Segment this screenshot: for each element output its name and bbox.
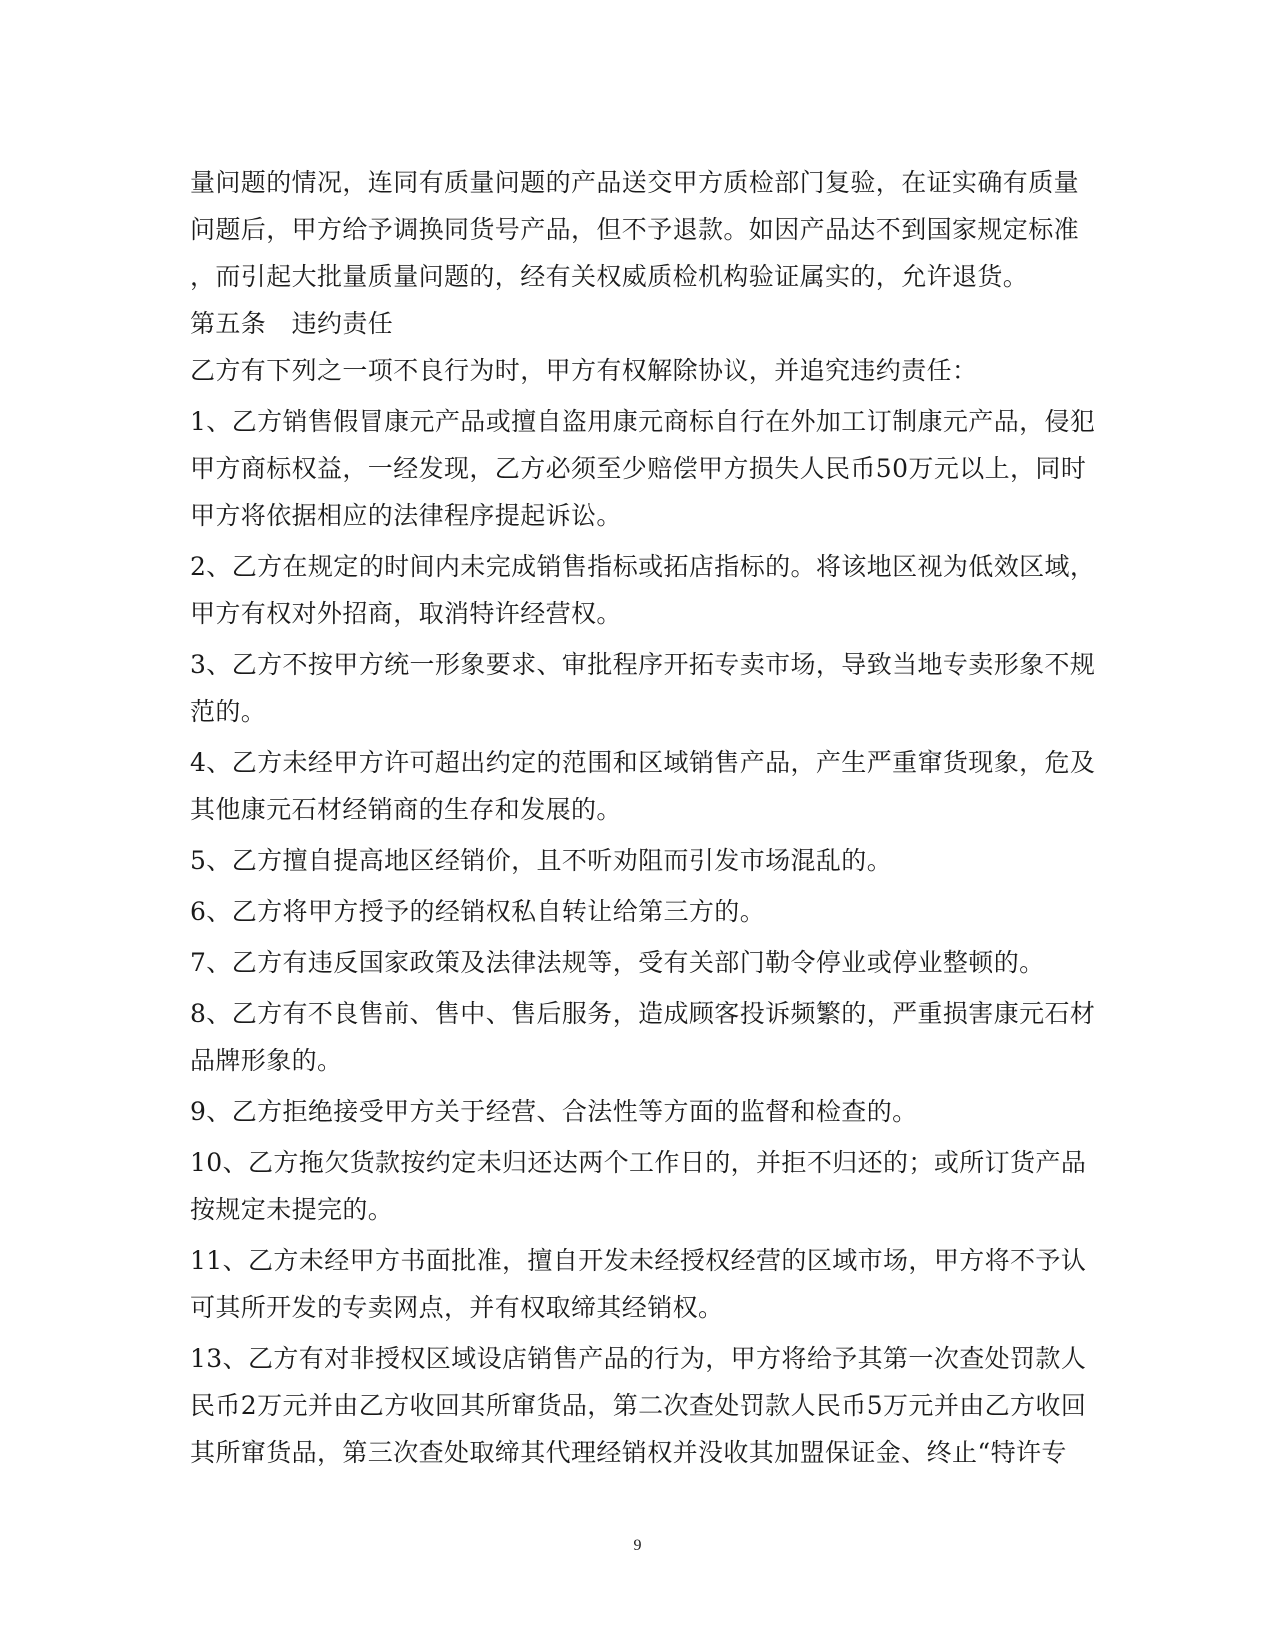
text-line: 问题后，甲方给予调换同货号产品，但不予退款。如因产品达不到国家规定标准 (190, 215, 1080, 244)
text-line: ，而引起大批量质量问题的，经有关权威质检机构验证属实的，允许退货。 (190, 262, 1029, 291)
text-line: 乙方有下列之一项不良行为时，甲方有权解除协议，并追究违约责任： (190, 356, 978, 385)
text-line: 甲方将依据相应的法律程序提起诉讼。 (190, 501, 622, 530)
text-line: 8、乙方有不良售前、售中、售后服务，造成顾客投诉频繁的，严重损害康元石材 (190, 999, 1096, 1028)
document-body (190, 159, 1096, 1476)
text-line: 11、乙方未经甲方书面批准，擅自开发未经授权经营的区域市场，甲方将不予认 (190, 1246, 1087, 1275)
text-line: 6、乙方将甲方授予的经销权私自转让给第三方的。 (190, 897, 766, 926)
section-heading: 第五条 违约责任 (190, 309, 394, 338)
text-line: 5、乙方擅自提高地区经销价，且不听劝阻而引发市场混乱的。 (190, 846, 893, 875)
text-line: 其他康元石材经销商的生存和发展的。 (190, 795, 622, 824)
text-line: 可其所开发的专卖网点，并有权取缔其经销权。 (190, 1293, 724, 1322)
text-line: 7、乙方有违反国家政策及法律法规等，受有关部门勒令停业或停业整顿的。 (190, 948, 1045, 977)
text-line: 按规定未提完的。 (190, 1195, 394, 1224)
text-line: 9、乙方拒绝接受甲方关于经营、合法性等方面的监督和检查的。 (190, 1097, 918, 1126)
text-line: 13、乙方有对非授权区域设店销售产品的行为，甲方将给予其第一次查处罚款人 (190, 1344, 1087, 1373)
text-line: 品牌形象的。 (190, 1046, 343, 1075)
text-line: 3、乙方不按甲方统一形象要求、审批程序开拓专卖市场，导致当地专卖形象不规 (190, 650, 1096, 679)
text-line: 甲方商标权益，一经发现，乙方必须至少赔偿甲方损失人民币50万元以上，同时 (190, 454, 1087, 483)
text-line: 量问题的情况，连同有质量问题的产品送交甲方质检部门复验，在证实确有质量 (190, 168, 1080, 197)
text-line: 10、乙方拖欠货款按约定未归还达两个工作日的，并拒不归还的；或所订货产品 (190, 1148, 1087, 1177)
text-line: 2、乙方在规定的时间内未完成销售指标或拓店指标的。将该地区视为低效区域， (190, 552, 1096, 581)
text-line: 民币2万元并由乙方收回其所窜货品，第二次查处罚款人民币5万元并由乙方收回 (190, 1391, 1087, 1420)
text-line: 其所窜货品，第三次查处取缔其代理经销权并没收其加盟保证金、终止“特许专 (190, 1438, 1067, 1467)
text-line: 4、乙方未经甲方许可超出约定的范围和区域销售产品，产生严重窜货现象，危及 (190, 748, 1096, 777)
text-line: 范的。 (190, 697, 267, 726)
page-number: 9 (633, 1537, 642, 1554)
text-line: 1、乙方销售假冒康元产品或擅自盗用康元商标自行在外加工订制康元产品，侵犯 (190, 407, 1096, 436)
text-line: 甲方有权对外招商，取消特许经营权。 (190, 599, 622, 628)
